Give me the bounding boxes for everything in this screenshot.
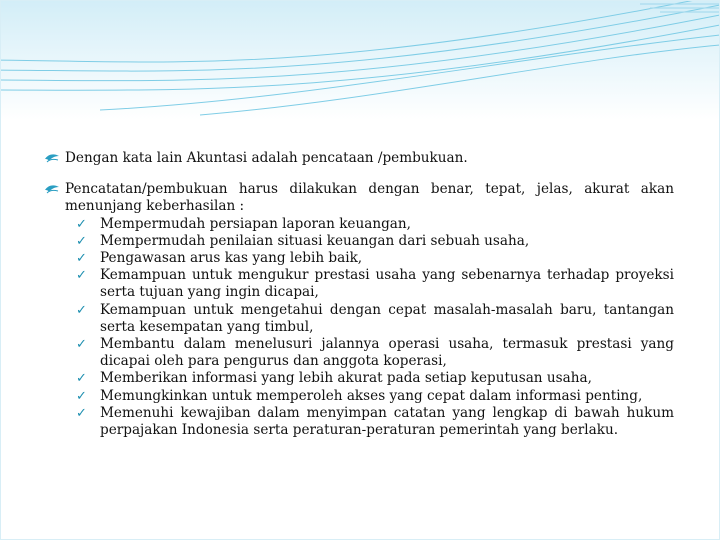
top-gradient-band xyxy=(0,0,720,120)
list-item: ✓ Membantu dalam menelusuri jalannya operasi usaha, termasuk prestasi yang dicapai oleh para pengurus dan anggota koperasi, xyxy=(76,336,674,370)
lead-paragraph xyxy=(44,181,674,439)
checkmark-icon: ✓ xyxy=(76,302,87,318)
top-right-stripes xyxy=(630,0,720,12)
corner-swoosh-lines xyxy=(0,0,720,115)
checkmark-icon: ✓ xyxy=(76,388,87,404)
lead-text: Pencatatan/pembukuan harus dilakukan dengan benar, tepat, jelas, akurat akan menunjang keberhasilan : xyxy=(65,181,674,215)
checkmark-icon: ✓ xyxy=(76,405,87,421)
list-item: ✓ Mempermudah persiapan laporan keuangan, xyxy=(76,215,411,232)
list-item: ✓ Memenuhi kewajiban dalam menyimpan catatan yang lengkap di bawah hukum perpajakan Indonesia serta peraturan-peraturan pemerintah yang berlaku. xyxy=(76,404,674,439)
text-content xyxy=(44,150,674,439)
intro-text: Dengan kata lain Akuntasi adalah pencataan /pembukuan. xyxy=(65,150,468,166)
list-item: ✓ Pengawasan arus kas yang lebih baik, xyxy=(76,250,363,267)
checkmark-icon: ✓ xyxy=(76,233,87,249)
list-item: ✓ Memberikan informasi yang lebih akurat pada setiap keputusan usaha, xyxy=(76,370,592,387)
list-item: ✓ Kemampuan untuk mengetahui dengan cepat masalah-masalah baru, tantangan serta kesempatan yang timbul, xyxy=(76,301,674,335)
list-item: ✓ Kemampuan untuk mengukur prestasi usaha yang sebenarnya terhadap proyeksi serta tujuan yang ingin dicapai, xyxy=(76,267,674,301)
checkmark-icon: ✓ xyxy=(76,268,87,284)
checkmark-icon: ✓ xyxy=(76,337,87,353)
list-item: ✓ Memungkinkan untuk memperoleh akses yang cepat dalam informasi penting, xyxy=(76,387,643,404)
intro-paragraph xyxy=(44,150,674,167)
benefits-list xyxy=(65,216,674,440)
leaf-swirl-icon xyxy=(44,184,60,195)
leaf-swirl-icon xyxy=(44,153,60,164)
list-item: ✓ Mempermudah penilaian situasi keuangan dari sebuah usaha, xyxy=(76,232,530,249)
checkmark-icon: ✓ xyxy=(76,216,87,232)
checkmark-icon: ✓ xyxy=(76,371,87,387)
checkmark-icon: ✓ xyxy=(76,251,87,267)
